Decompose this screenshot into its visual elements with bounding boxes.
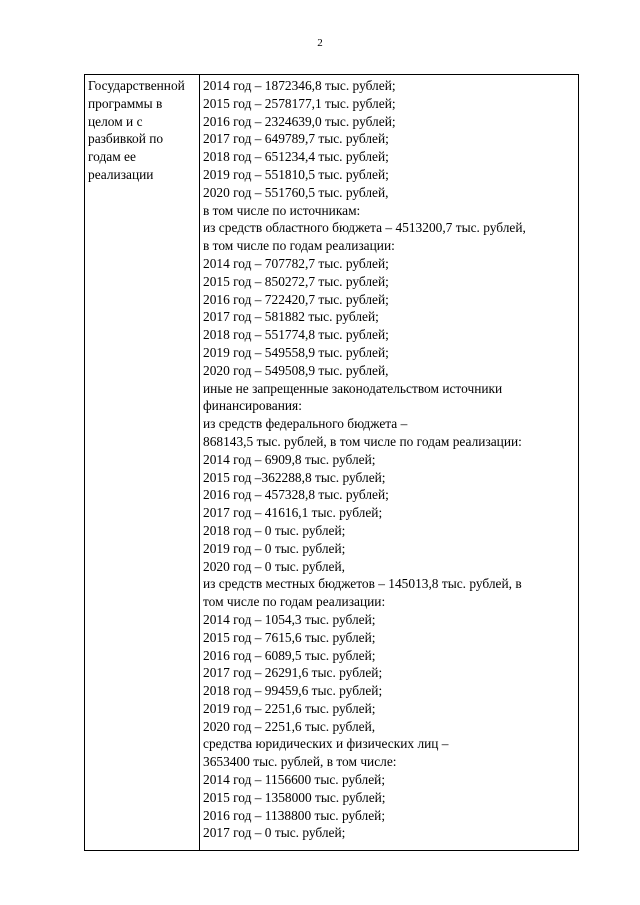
funding-line: 2019 год – 2251,6 тыс. рублей;: [203, 700, 376, 716]
page-number: 2: [317, 37, 323, 49]
funding-line: том числе по годам реализации:: [203, 594, 386, 610]
funding-line: 2014 год – 1872346,8 тыс. рублей;: [203, 78, 396, 93]
funding-line: 2015 год – 2578177,1 тыс. рублей;: [203, 95, 396, 111]
funding-line: 2016 год – 457328,8 тыс. рублей;: [203, 487, 389, 503]
funding-line: 2016 год – 2324639,0 тыс. рублей;: [203, 113, 396, 129]
funding-line: 2018 год – 99459,6 тыс. рублей;: [203, 683, 383, 699]
row-label-line: годам ее: [88, 149, 136, 165]
funding-line: 2018 год – 0 тыс. рублей;: [203, 522, 346, 538]
funding-line: 2020 год – 2251,6 тыс. рублей,: [203, 718, 376, 734]
funding-line: 3653400 тыс. рублей, в том числе:: [203, 754, 397, 770]
funding-line: 2018 год – 551774,8 тыс. рублей;: [203, 327, 389, 343]
funding-line: из средств областного бюджета – 4513200,7 тыс. рублей,: [203, 220, 526, 236]
funding-line: в том числе по годам реализации:: [203, 238, 395, 254]
row-label-line: Государственной: [88, 78, 185, 93]
funding-line: из средств местных бюджетов – 145013,8 тыс. рублей, в: [203, 576, 522, 592]
funding-line: из средств федерального бюджета –: [203, 416, 408, 432]
funding-line: 2017 год – 0 тыс. рублей;: [203, 825, 346, 841]
funding-line: 2019 год – 549558,9 тыс. рублей;: [203, 344, 389, 360]
funding-table: [84, 74, 579, 851]
funding-line: финансирования:: [203, 398, 302, 414]
funding-line: 2014 год – 1156600 тыс. рублей;: [203, 772, 386, 788]
funding-line: 2020 год – 551760,5 тыс. рублей,: [203, 184, 389, 200]
funding-line: 2015 год –362288,8 тыс. рублей;: [203, 469, 386, 485]
funding-line: 2017 год – 581882 тыс. рублей;: [203, 309, 379, 325]
funding-line: иные не запрещенные законодательством источники: [203, 380, 503, 396]
funding-line: 2014 год – 707782,7 тыс. рублей;: [203, 255, 389, 271]
funding-line: 2017 год – 26291,6 тыс. рублей;: [203, 665, 383, 681]
funding-line: 2018 год – 651234,4 тыс. рублей;: [203, 149, 389, 165]
funding-line: 2014 год – 1054,3 тыс. рублей;: [203, 611, 376, 627]
funding-line: 2020 год – 549508,9 тыс. рублей,: [203, 362, 389, 378]
table-row: [85, 75, 579, 851]
funding-line: 2015 год – 850272,7 тыс. рублей;: [203, 273, 389, 289]
row-label-line: разбивкой по: [88, 131, 164, 147]
funding-line: 2014 год – 6909,8 тыс. рублей;: [203, 451, 376, 467]
funding-values-cell: [200, 75, 579, 851]
funding-line: 2016 год – 722420,7 тыс. рублей;: [203, 291, 389, 307]
row-label-cell: [85, 75, 200, 851]
funding-line: 2017 год – 41616,1 тыс. рублей;: [203, 505, 383, 521]
row-label-line: программы в: [88, 95, 163, 111]
funding-line: 2016 год – 6089,5 тыс. рублей;: [203, 647, 376, 663]
funding-line: 2019 год – 0 тыс. рублей;: [203, 540, 346, 556]
funding-line: 2017 год – 649789,7 тыс. рублей;: [203, 131, 389, 147]
funding-line: средства юридических и физических лиц –: [203, 736, 449, 752]
funding-line: в том числе по источникам:: [203, 202, 361, 218]
funding-line: 2019 год – 551810,5 тыс. рублей;: [203, 166, 389, 182]
funding-line: 868143,5 тыс. рублей, в том числе по годам реализации:: [203, 433, 522, 449]
funding-line: 2016 год – 1138800 тыс. рублей;: [203, 807, 386, 823]
row-label-line: реализации: [88, 166, 154, 182]
row-label-line: целом и с: [88, 113, 143, 129]
funding-line: 2015 год – 7615,6 тыс. рублей;: [203, 629, 376, 645]
funding-line: 2015 год – 1358000 тыс. рублей;: [203, 789, 386, 805]
funding-line: 2020 год – 0 тыс. рублей,: [203, 558, 345, 574]
